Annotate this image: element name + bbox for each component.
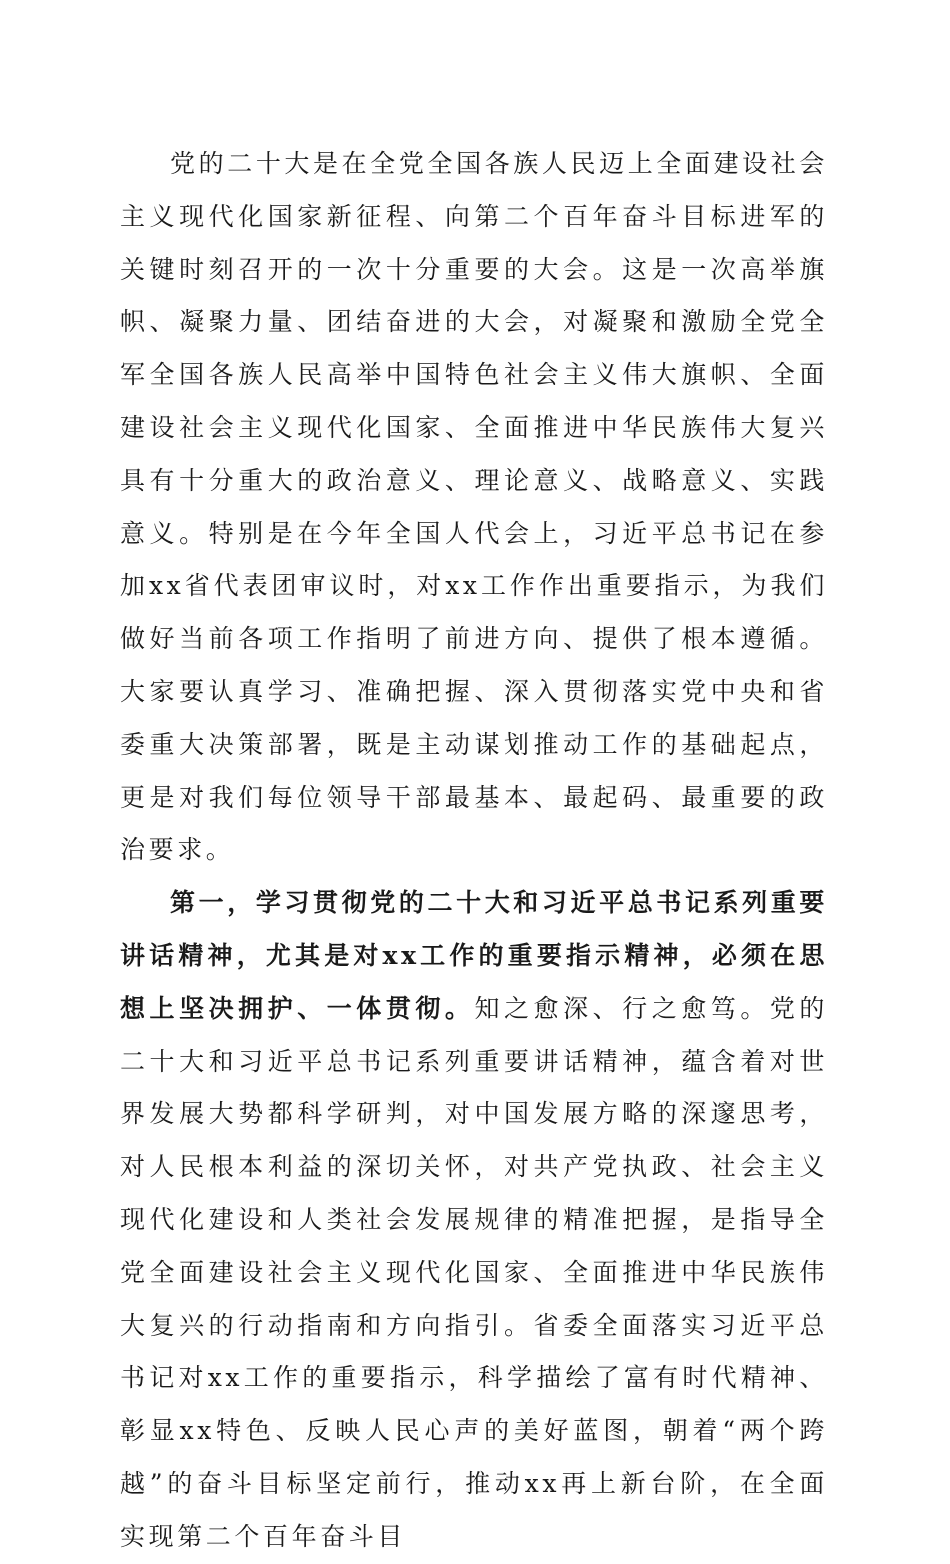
point-one-heading: 第一，学习贯彻党的二十大和习近平总书记系列重要讲话精神，尤其是对xx工作的重要指示精神，必须在思想上坚决拥护、一体贯彻。 [120, 888, 828, 1023]
document-body [120, 138, 828, 1564]
paragraph-intro [120, 138, 828, 877]
paragraph-intro-text: 党的二十大是在全党全国各族人民迈上全面建设社会主义现代化国家新征程、向第二个百年奋斗目标进军的关键时刻召开的一次十分重要的大会。这是一次高举旗帜、凝聚力量、团结奋进的大会，对凝聚和激励全党全军全国各族人民高举中国特色社会主义伟大旗帜、全面建设社会主义现代化国家、全面推进中华民族伟大复兴具有十分重大的政治意义、理论意义、战略意义、实践意义。特别是在今年全国人代会上，习近平总书记在参加xx省代表团审议时，对xx工作作出重要指示，为我们做好当前各项工作指明了前进方向、提供了根本遵循。大家要认真学习、准确把握、深入贯彻落实党中央和省委重大决策部署，既是主动谋划推动工作的基础起点，更是对我们每位领导干部最基本、最起码、最重要的政治要求。 [120, 149, 828, 865]
point-one-body: 知之愈深、行之愈笃。党的二十大和习近平总书记系列重要讲话精神，蕴含着对世界发展大势都科学研判，对中国发展方略的深邃思考，对人民根本利益的深切关怀，对共产党执政、社会主义现代化建设和人类社会发展规律的精准把握，是指导全党全面建设社会主义现代化国家、全面推进中华民族伟大复兴的行动指南和方向指引。省委全面落实习近平总书记对xx工作的重要指示，科学描绘了富有时代精神、彰显xx特色、反映人民心声的美好蓝图，朝着“两个跨越”的奋斗目标坚定前行，推动xx再上新台阶，在全面实现第二个百年奋斗目 [120, 993, 828, 1551]
paragraph-point-one [120, 877, 828, 1563]
